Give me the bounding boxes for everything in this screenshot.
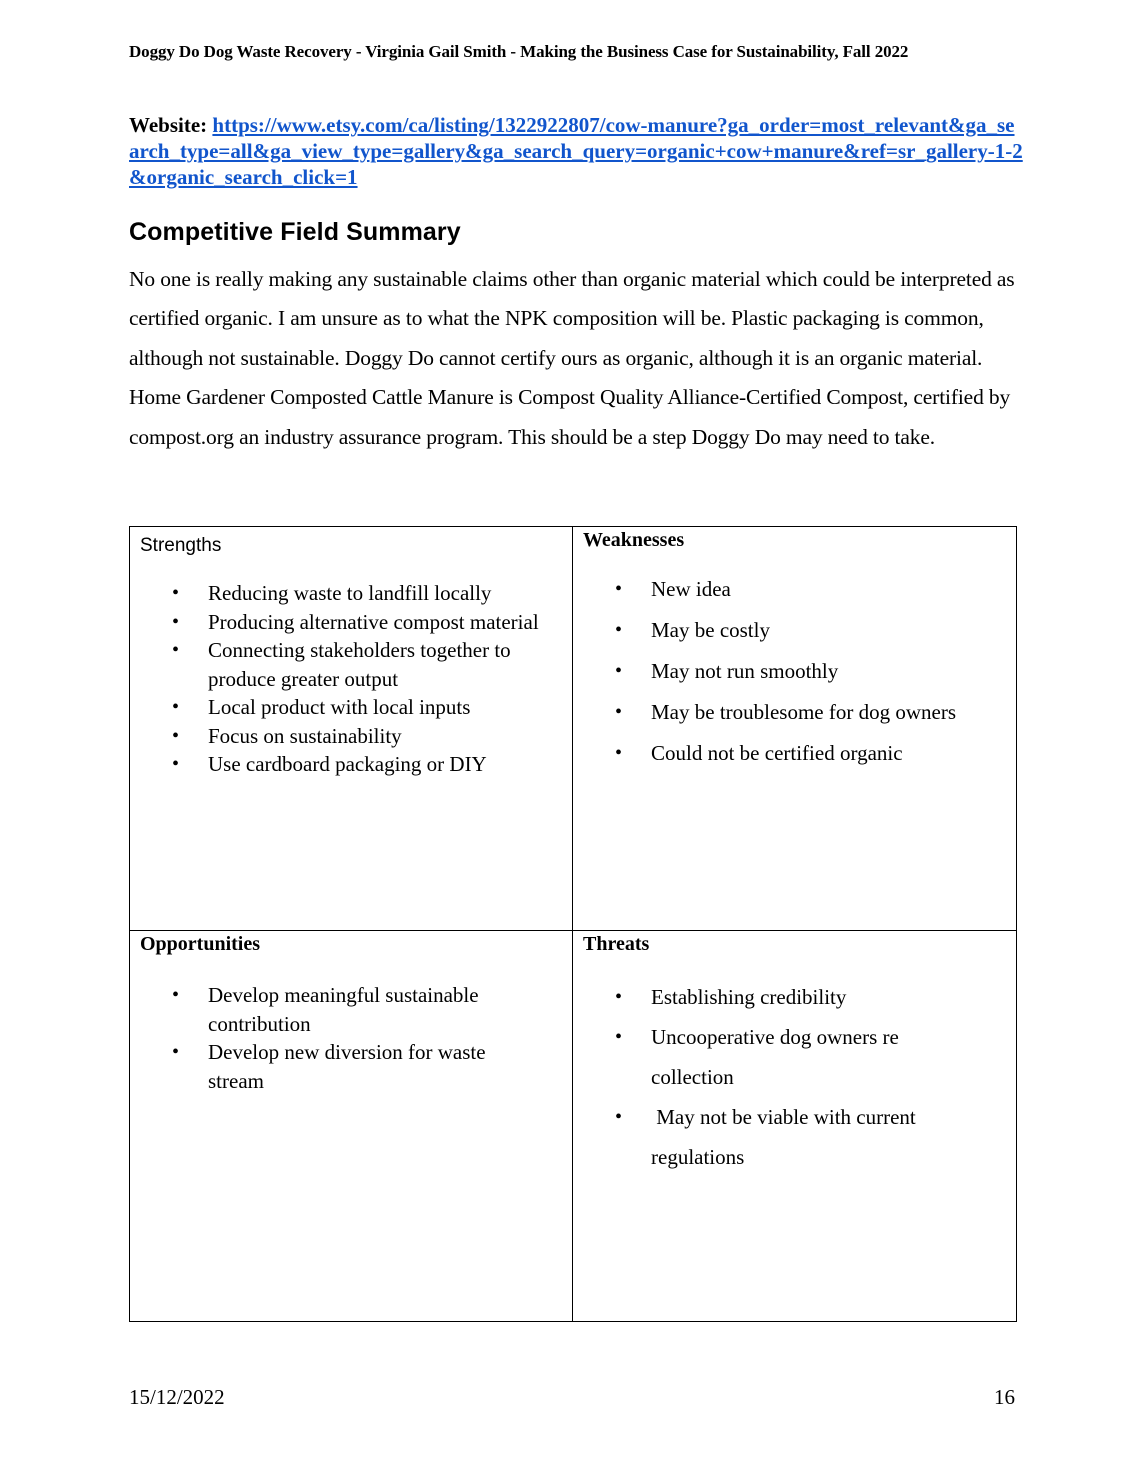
page-header: Doggy Do Dog Waste Recovery - Virginia Gail Smith - Making the Business Case for Sustainability, Fall 2022 — [129, 42, 909, 61]
swot-cell-opportunities — [130, 931, 573, 1321]
list-item: • Use cardboard packaging or DIY — [140, 750, 560, 779]
list-item: • Local product with local inputs — [140, 693, 560, 722]
list-item: • May be costly — [583, 610, 1003, 651]
list-item: • Establishing credibility — [583, 977, 923, 1017]
threats-heading: Threats — [583, 933, 650, 955]
strengths-heading: Strengths — [140, 535, 222, 556]
opportunities-heading: Opportunities — [140, 933, 261, 955]
list-item: • May not run smoothly — [583, 651, 1003, 692]
swot-cell-weaknesses — [573, 527, 1016, 931]
page-number: 16 — [994, 1385, 1015, 1409]
weaknesses-list — [583, 569, 1003, 774]
list-item: • Connecting stakeholders together to produce greater output — [140, 636, 560, 693]
strengths-list — [140, 579, 560, 779]
swot-cell-threats — [573, 931, 1016, 1321]
list-item: • Develop meaningful sustainable contribution — [140, 981, 540, 1038]
list-item: • Could not be certified organic — [583, 733, 1003, 774]
weaknesses-heading: Weaknesses — [583, 529, 685, 551]
threats-list — [583, 977, 923, 1177]
website-link[interactable]: https://www.etsy.com/ca/listing/1322922807/cow-manure?ga_order=most_relevant&ga_search_type=all&ga_view_type=gallery&ga_search_query=organic+cow+manure&ref=sr_gallery-1-2&organic_search_click=1 — [129, 113, 1023, 189]
list-item: • New idea — [583, 569, 1003, 610]
swot-table — [129, 526, 1017, 1322]
list-item: • May be troublesome for dog owners — [583, 692, 1003, 733]
section-title: Competitive Field Summary — [129, 218, 461, 246]
list-item: • Develop new diversion for waste stream — [140, 1038, 540, 1095]
list-item: • Producing alternative compost material — [140, 608, 560, 637]
list-item: • Uncooperative dog owners re collection — [583, 1017, 923, 1097]
website-label: Website: — [129, 113, 208, 137]
list-item: • May not be viable with current regulations — [583, 1097, 923, 1177]
swot-cell-strengths — [130, 527, 573, 931]
list-item: • Focus on sustainability — [140, 722, 560, 751]
summary-paragraph: No one is really making any sustainable claims other than organic material which could be interpreted as certified organic. I am unsure as to what the NPK composition will be. Plastic packaging is common, although not sustainable. Doggy Do cannot certify ours as organic, although it is an organic material. Home Gardener Composted Cattle Manure is Compost Quality Alliance-Certified Compost, certified by compost.org an industry assurance program. This should be a step Doggy Do may need to take. — [129, 267, 1015, 449]
footer-date: 15/12/2022 — [129, 1385, 225, 1409]
website-line — [129, 112, 1024, 190]
opportunities-list — [140, 981, 540, 1095]
list-item: • Reducing waste to landfill locally — [140, 579, 560, 608]
